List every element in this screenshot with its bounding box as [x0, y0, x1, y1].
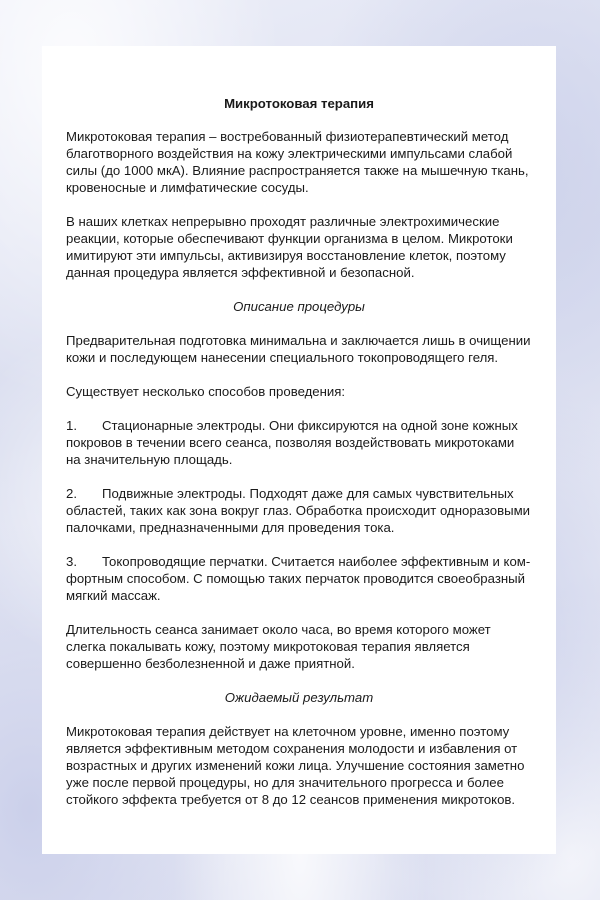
procedure-heading: Описание процедуры	[233, 299, 365, 314]
duration-paragraph: Длительность сеанса занимает около часа, во время которого может слегка покалывать кожу, поэтому микротоковая терапия является совершенно безболезненной и даже приятной.	[66, 622, 491, 671]
method-text: Токопроводящие перчатки. Считается наиболее эффективным и комфортным способом. С помощью таких перчаток проводится своеобразный мягкий массаж.	[66, 554, 531, 603]
method-number: 1.	[66, 418, 77, 433]
document-page	[42, 46, 556, 854]
result-heading: Ожидаемый результат	[224, 690, 374, 705]
method-text: Подвижные электроды. Подходят даже для самых чувствительных областей, таких как зона вокруг глаз. Обработка происходит одноразовыми палочками, предназначенными для проведения тока.	[66, 486, 531, 535]
result-paragraph: Микротоковая терапия действует на клеточном уровне, именно поэтому является эффективным методом сохранения молодости и избавления от возрастных и других изменений кожи лица. Улучшение состояния заметно уже после первой процедуры, но для значительного прогресса и более стойкого эффекта требуется от 8 до 12 сеансов применения микротоков.	[66, 724, 525, 807]
method-number: 3.	[66, 554, 77, 569]
method-number: 2.	[66, 486, 77, 501]
intro-paragraph-2: В наших клетках непрерывно проходят различные электрохимические реакции, которые обеспечивают функции организма в целом. Микротоки имитируют эти импульсы, активизируя восстановление клеток, поэтому данная процедура является эффективной и безопасной.	[66, 214, 513, 280]
method-item-1	[66, 417, 532, 468]
methods-intro: Существует несколько способов проведения:	[66, 384, 346, 399]
method-item-2	[66, 485, 532, 536]
intro-paragraph-1: Микротоковая терапия – востребованный физиотерапевтический метод благотворного воздействия на кожу электрическими импульсами слабой силы (до 1000 мкА). Влияние распространяется также на мышечную ткань, кровеносные и лимфатические сосуды.	[66, 129, 529, 195]
method-item-3	[66, 553, 532, 604]
document-title: Микротоковая терапия	[224, 96, 374, 111]
preparation-paragraph: Предварительная подготовка минимальна и заключается лишь в очищении кожи и последующем нанесении специального токопроводящего геля.	[66, 333, 531, 365]
method-text: Стационарные электроды. Они фиксируются на одной зоне кожных покровов в течении всего сеанса, позволяя воздействовать микротоками на значительную площадь.	[66, 418, 518, 467]
